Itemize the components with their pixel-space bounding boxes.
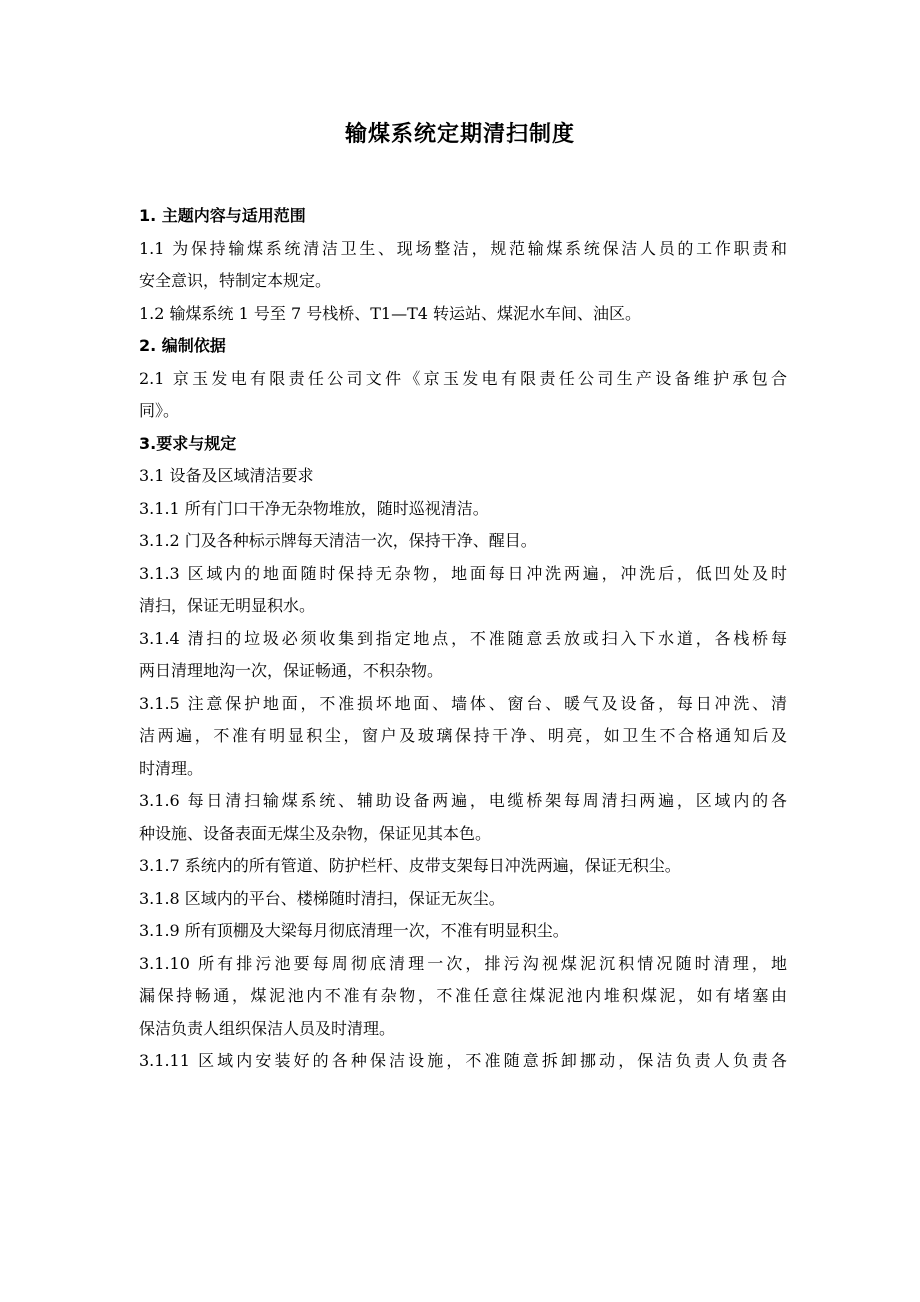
- paragraph-line: 2.1 京玉发电有限责任公司文件《京玉发电有限责任公司生产设备维护承包合: [139, 368, 787, 388]
- paragraph-line: 漏保持畅通，煤泥池内不准有杂物，不准任意往煤泥池内堆积煤泥，如有堵塞由: [139, 986, 787, 1005]
- section-heading: 2. 编制依据: [139, 336, 226, 355]
- paragraph-line: 同》。: [139, 401, 180, 420]
- paragraph-line: 3.1.5 注意保护地面，不准损坏地面、墙体、窗台、暖气及设备，每日冲洗、清: [139, 693, 787, 713]
- paragraph-line: 3.1.8 区域内的平台、楼梯随时清扫，保证无灰尘。: [139, 888, 505, 908]
- paragraph-line: 3.1.11 区域内安装好的各种保洁设施，不准随意拆卸挪动，保洁负责人负责各: [139, 1051, 787, 1070]
- paragraph-line: 3.1.2 门及各种标示牌每天清洁一次，保持干净、醒目。: [139, 531, 537, 550]
- paragraph-line: 时清理。: [139, 758, 204, 778]
- document-body: [139, 200, 787, 1078]
- paragraph-line: 1.1 为保持输煤系统清洁卫生、现场整洁，规范输煤系统保洁人员的工作职责和: [139, 238, 787, 258]
- paragraph-line: 3.1.4 清扫的垃圾必须收集到指定地点，不准随意丢放或扫入下水道，各栈桥每: [139, 628, 787, 648]
- paragraph-line: 3.1.10 所有排污池要每周彻底清理一次，排污沟视煤泥沉积情况随时清理，地: [139, 953, 787, 973]
- paragraph-line: 3.1.7 系统内的所有管道、防护栏杆、皮带支架每日冲洗两遍，保证无积尘。: [139, 856, 681, 875]
- section-heading: 3.要求与规定: [139, 433, 237, 453]
- paragraph-line: 两日清理地沟一次，保证畅通，不积杂物。: [139, 661, 444, 680]
- section-heading: 1. 主题内容与适用范围: [139, 206, 306, 225]
- paragraph-line: 3.1.6 每日清扫输煤系统、辅助设备两遍，电缆桥架每周清扫两遍，区域内的各: [139, 791, 787, 810]
- subsection-heading: 3.1 设备及区域清洁要求: [139, 466, 314, 485]
- paragraph-line: 1.2 输煤系统 1 号至 7 号栈桥、T1—T4 转运站、煤泥水车间、油区。: [139, 303, 642, 323]
- paragraph-line: 安全意识，特制定本规定。: [139, 271, 332, 290]
- paragraph-line: 清扫，保证无明显积水。: [139, 596, 316, 615]
- paragraph-line: 洁两遍，不准有明显积尘，窗户及玻璃保持干净、明亮，如卫生不合格通知后及: [139, 726, 787, 745]
- paragraph-line: 3.1.9 所有顶棚及大梁每月彻底清理一次，不准有明显积尘。: [139, 921, 569, 940]
- paragraph-line: 3.1.1 所有门口干净无杂物堆放，随时巡视清洁。: [139, 498, 489, 518]
- document-title: 输煤系统定期清扫制度: [344, 122, 575, 147]
- paragraph-line: 3.1.3 区域内的地面随时保持无杂物，地面每日冲洗两遍，冲洗后，低凹处及时: [139, 563, 787, 583]
- paragraph-line: 种设施、设备表面无煤尘及杂物，保证见其本色。: [139, 823, 492, 843]
- paragraph-line: 保洁负责人组织保洁人员及时清理。: [139, 1018, 396, 1038]
